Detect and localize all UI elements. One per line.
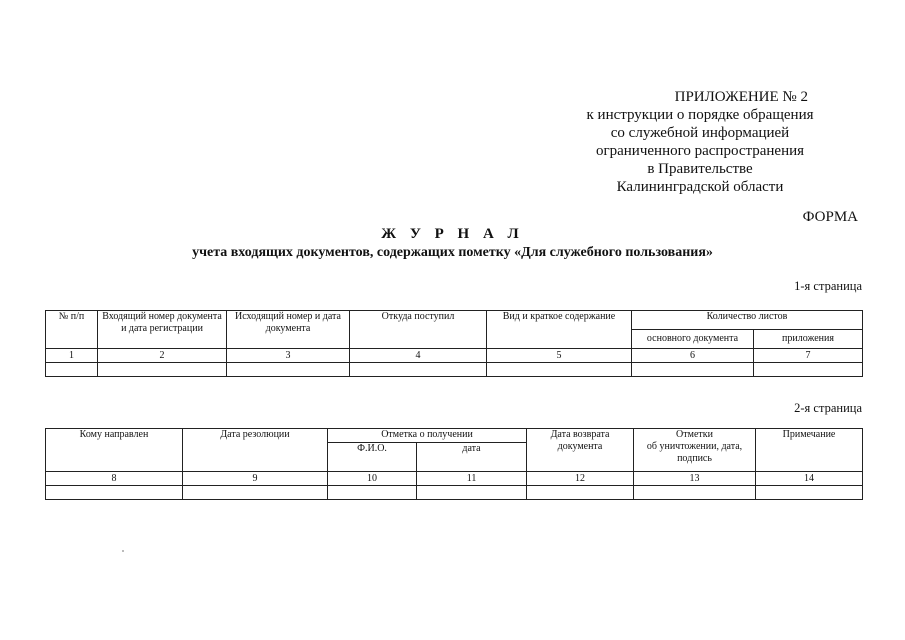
col-header-sheets-main: основного документа: [632, 330, 754, 349]
column-number: 3: [227, 349, 350, 363]
column-number: 7: [754, 349, 863, 363]
appendix-line: со служебной информацией: [610, 125, 790, 141]
column-number: 11: [417, 472, 527, 486]
page1-label: 1-я страница: [794, 279, 862, 293]
col-header-resolution-date: Дата резолюции: [183, 429, 328, 472]
col-header-outgoing: Исходящий номер и дата документа: [227, 311, 350, 349]
column-number: 13: [634, 472, 756, 486]
col-header-kind: Вид и краткое содержание: [487, 311, 632, 349]
column-number: 4: [350, 349, 487, 363]
appendix-line: Калининградской области: [616, 179, 784, 195]
appendix-line: ограниченного распространения: [595, 143, 805, 159]
table-cell: [487, 363, 632, 377]
table-cell: [227, 363, 350, 377]
column-number-row: [46, 472, 863, 486]
table-cell: [328, 486, 417, 500]
col-header-receipt: Отметка о получении: [328, 429, 527, 443]
col-header-from: Откуда поступил: [350, 311, 487, 349]
col-header-marks: [634, 429, 756, 472]
appendix-block: [570, 88, 830, 196]
form-label: ФОРМА: [802, 209, 858, 225]
table-cell: [527, 486, 634, 500]
table-cell: [98, 363, 227, 377]
col-header-fio: Ф.И.О.: [328, 443, 417, 472]
journal-title: Ж У Р Н А Л: [381, 226, 524, 242]
table-cell: [756, 486, 863, 500]
appendix-title: ПРИЛОЖЕНИЕ № 2: [674, 89, 808, 105]
scan-speck: [122, 550, 124, 552]
journal-table-page2: [45, 428, 863, 500]
journal-heading: [0, 226, 905, 261]
col-header-return-date: Дата возврата документа: [527, 429, 634, 472]
table-cell: [46, 486, 183, 500]
col-header-sheets: Количество листов: [632, 311, 863, 330]
column-number: 6: [632, 349, 754, 363]
col-header-num: № п/п: [46, 311, 98, 349]
col-header-date: дата: [417, 443, 527, 472]
column-number: 2: [98, 349, 227, 363]
column-number: 9: [183, 472, 328, 486]
table-cell: [417, 486, 527, 500]
table-cell: [634, 486, 756, 500]
marks-title: Отметки: [676, 429, 713, 440]
column-number-row: [46, 349, 863, 363]
column-number: 12: [527, 472, 634, 486]
column-number: 8: [46, 472, 183, 486]
column-number: 14: [756, 472, 863, 486]
appendix-line: в Правительстве: [647, 161, 753, 177]
column-number: 5: [487, 349, 632, 363]
table-cell: [183, 486, 328, 500]
column-number: 10: [328, 472, 417, 486]
journal-table-page1: [45, 310, 863, 377]
marks-body: об уничтожении, дата, подпись: [646, 441, 743, 464]
table-cell: [46, 363, 98, 377]
column-number: 1: [46, 349, 98, 363]
col-header-sent-to: Кому направлен: [46, 429, 183, 472]
appendix-line: к инструкции о порядке обращения: [586, 107, 814, 123]
col-header-note: Примечание: [756, 429, 863, 472]
col-header-sheets-app: приложения: [754, 330, 863, 349]
page2-label: 2-я страница: [794, 401, 862, 415]
table-cell: [350, 363, 487, 377]
journal-subtitle: учета входящих документов, содержащих пометку «Для служебного пользования»: [192, 245, 713, 260]
table-row: [46, 363, 863, 377]
table-row: [46, 486, 863, 500]
table-cell: [632, 363, 754, 377]
col-header-incoming: Входящий номер документа и дата регистрации: [98, 311, 227, 349]
table-cell: [754, 363, 863, 377]
